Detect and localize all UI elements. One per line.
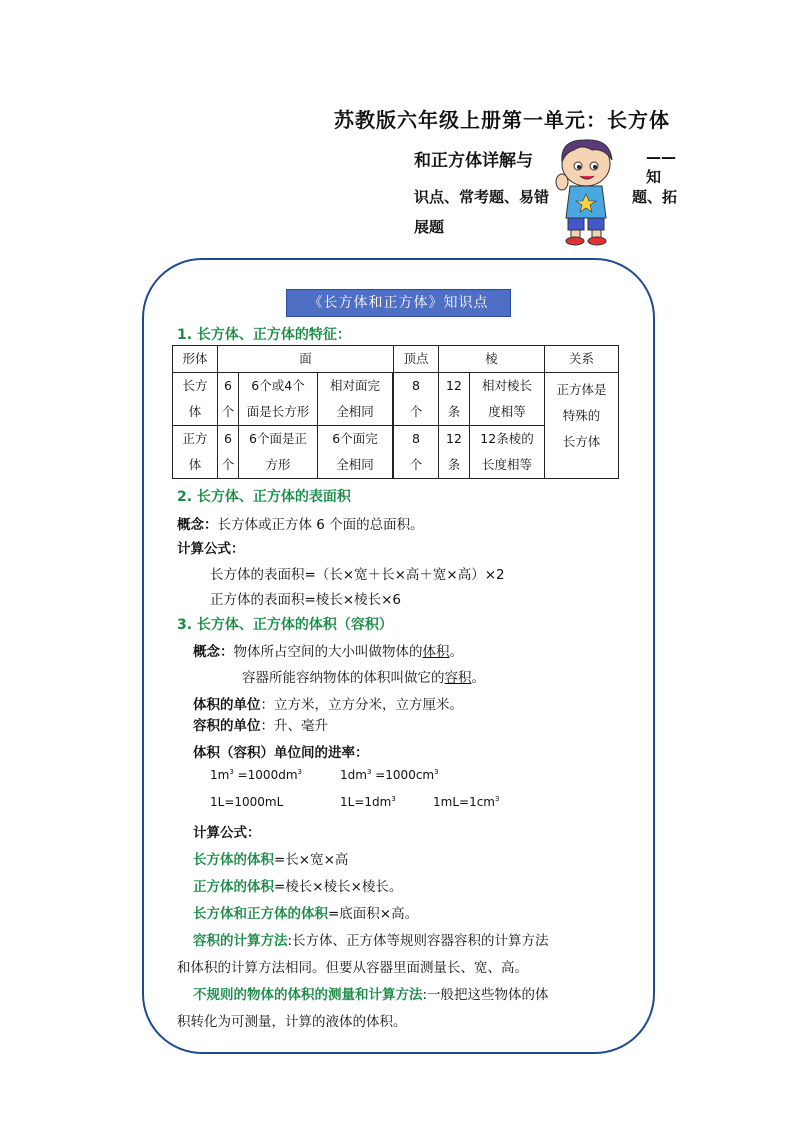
cell: 方形	[265, 457, 291, 472]
s3-irregular	[193, 983, 549, 1003]
s3-c1b: 。	[449, 644, 463, 660]
s3-irregular-label: 不规则的物体的体积的测量和计算方法	[193, 987, 423, 1003]
rate-1b: =1000dm	[233, 768, 298, 782]
s3-rate-label: 体积（容积）单位间的进率：	[193, 745, 369, 761]
rate-2	[340, 768, 439, 782]
cell: 6个面完	[332, 431, 378, 446]
cell: 长方	[182, 378, 208, 393]
s3-vol-unit	[193, 693, 463, 713]
table-row	[173, 373, 619, 426]
s3-v3	[193, 902, 418, 922]
th-vertex: 顶点	[394, 346, 439, 373]
s3-cap-unit	[193, 714, 328, 734]
cell: 体	[188, 404, 202, 419]
cell: 条	[447, 404, 461, 419]
s3-cap-method-label: 容积的计算方法	[193, 933, 288, 949]
th-face: 面	[218, 346, 394, 373]
title-line3-tail: 题、拓	[632, 188, 678, 206]
s3-c2u: 容积	[444, 670, 472, 686]
feature-table	[172, 345, 619, 479]
s3-vol-unit-text: ：立方米，立方分米，立方厘米。	[260, 697, 463, 713]
s3-c1a: 物体所占空间的大小叫做物体的	[233, 644, 423, 660]
s3-cap-unit-label: 容积的单位	[193, 718, 261, 734]
cell: 个	[221, 404, 235, 419]
s3-v3-label: 长方体和正方体的体积	[193, 906, 328, 922]
s2-concept	[177, 513, 424, 533]
s3-irregular-text: :一般把这些物体的体	[422, 987, 549, 1003]
cell: 条	[447, 457, 461, 472]
table-header-row	[173, 346, 619, 373]
cell: 体	[188, 457, 202, 472]
cell: 6个或4个	[251, 378, 305, 393]
s3-v2-label: 正方体的体积	[193, 879, 274, 895]
s3-vol-unit-label: 体积的单位	[193, 697, 261, 713]
s3-c2a: 容器所能容纳物体的体积叫做它的	[242, 670, 445, 686]
sup: 3	[297, 768, 302, 776]
s3-concept-label: 概念：	[193, 644, 234, 660]
s3-irregular-2: 积转化为可测量，计算的液体的体积。	[177, 1014, 407, 1030]
s2-concept-label: 概念：	[177, 517, 218, 533]
cell: 面是长方形	[246, 404, 310, 419]
sup: 3	[495, 795, 500, 803]
cell: 相对棱长	[481, 378, 532, 393]
cell: 6个面是正	[249, 431, 307, 446]
s2-formula-1: 长方体的表面积=（长×宽＋长×高＋宽×高）×2	[210, 567, 505, 583]
s3-v1	[193, 848, 348, 868]
s3-cap-method-text: :长方体、正方体等规则容器容积的计算方法	[287, 933, 549, 949]
cell: 6	[224, 378, 232, 393]
s3-v1-text: =长×宽×高	[274, 852, 349, 868]
section-label: 《长方体和正方体》知识点	[286, 289, 511, 317]
rate-2b: =1000cm	[371, 768, 435, 782]
s3-formula-label: 计算公式：	[193, 825, 261, 841]
th-relation: 关系	[545, 346, 619, 373]
th-edge: 棱	[439, 346, 545, 373]
s3-cap-unit-text: ：升、毫升	[260, 718, 328, 734]
s3-concept-2	[242, 666, 485, 686]
cell: 长方体	[562, 434, 601, 449]
cell: 12	[446, 378, 462, 393]
cell: 全相同	[336, 404, 374, 419]
s2-formula-label: 计算公式：	[177, 541, 245, 557]
s1-heading: 1. 长方体、正方体的特征：	[177, 327, 351, 343]
title-line4: 展题	[414, 218, 445, 236]
title-line2: 和正方体详解与	[414, 151, 533, 171]
cartoon-boy-image	[552, 136, 622, 246]
title-line3: 识点、常考题、易错	[414, 188, 550, 206]
s3-cap-method	[193, 929, 549, 949]
rate-4	[340, 795, 396, 809]
cell: 个	[409, 404, 423, 419]
s3-cap-method-2: 和体积的计算方法相同。但要从容器里面测量长、宽、高。	[177, 960, 528, 976]
cell: 个	[409, 457, 423, 472]
cell: 度相等	[488, 404, 526, 419]
th-shape: 形体	[173, 346, 218, 373]
cell: 8	[412, 378, 420, 393]
s3-v3-text: =底面积×高。	[328, 906, 419, 922]
rate-1	[210, 768, 302, 782]
s3-heading: 3. 长方体、正方体的体积（容积）	[177, 617, 393, 633]
s2-formula-2: 正方体的表面积=棱长×棱长×6	[210, 592, 402, 608]
sup: 3	[229, 768, 234, 776]
s3-c1u: 体积	[422, 644, 450, 660]
rate-2a: 1dm	[340, 768, 367, 782]
s3-v2	[193, 875, 402, 895]
rate-5a: 1mL=1cm	[433, 795, 495, 809]
sup: 3	[434, 768, 439, 776]
s3-concept-1	[193, 640, 463, 660]
s2-heading: 2. 长方体、正方体的表面积	[177, 489, 351, 505]
cell: 长度相等	[481, 457, 532, 472]
cell: 相对面完	[329, 378, 380, 393]
rate-3: 1L=1000mL	[210, 795, 284, 809]
cell: 6	[224, 431, 232, 446]
cell: 个	[221, 457, 235, 472]
cell: 特殊的	[562, 408, 601, 423]
sup: 3	[391, 795, 396, 803]
s3-v1-label: 长方体的体积	[193, 852, 274, 868]
title-line2-tail: ——知	[646, 148, 676, 186]
sup: 3	[366, 768, 372, 776]
title-line1: 苏教版六年级上册第一单元：长方体	[334, 108, 670, 132]
s2-concept-text: 长方体或正方体 6 个面的总面积。	[217, 517, 424, 533]
s3-v2-text: =棱长×棱长×棱长。	[274, 879, 403, 895]
cell: 正方	[182, 431, 208, 446]
cell: 8	[412, 431, 420, 446]
s3-c2b: 。	[471, 670, 485, 686]
cell: 12条棱的	[480, 431, 534, 446]
rate-1a: 1m	[210, 768, 230, 782]
rate-4a: 1L=1dm	[340, 795, 392, 809]
cell: 全相同	[336, 457, 374, 472]
rate-5	[433, 795, 499, 809]
cell: 正方体是	[556, 382, 607, 397]
cell: 12	[446, 431, 462, 446]
